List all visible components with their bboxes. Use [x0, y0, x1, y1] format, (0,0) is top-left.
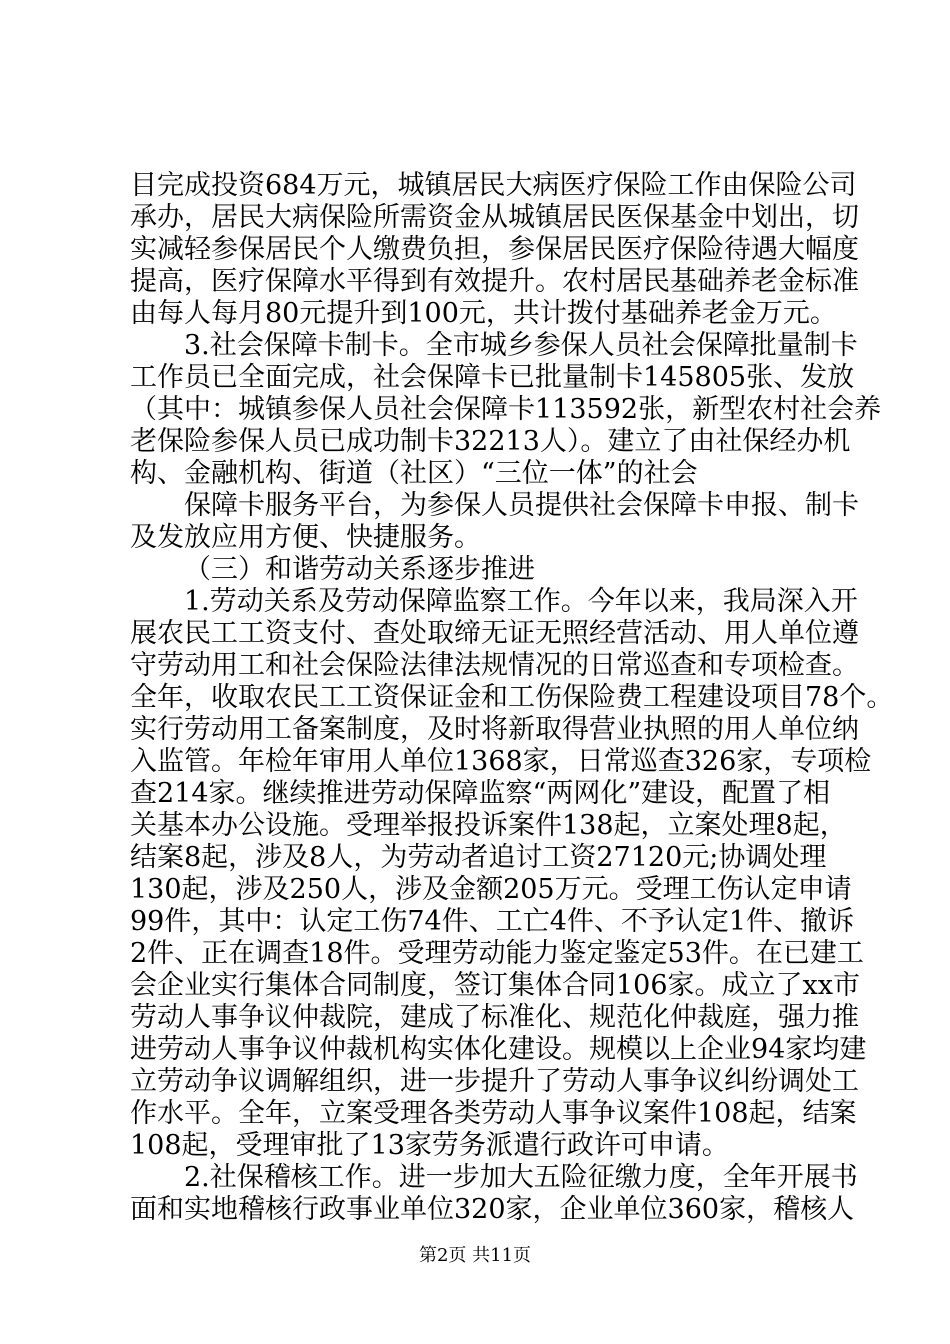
text-line: 3.社会保障卡制卡。全市城乡参保人员社会保障批量制卡 [184, 330, 858, 361]
text-line: 会企业实行集体合同制度，签订集体合同106家。成立了xx市 [130, 970, 860, 1001]
text-line: 及发放应用方便、快捷服务。 [130, 522, 481, 553]
text-line: 守劳动用工和社会保险法律法规情况的日常巡查和专项检查。 [130, 650, 859, 681]
text-line: 工作员已全面完成，社会保障卡已批量制卡145805张、发放 [130, 362, 855, 393]
text-line: 保障卡服务平台，为参保人员提供社会保障卡申报、制卡 [184, 490, 859, 521]
text-line: 关基本办公设施。受理举报投诉案件138起，立案处理8起， [130, 810, 847, 841]
text-line: 展农民工工资支付、查处取缔无证无照经营活动、用人单位遵 [130, 618, 859, 649]
text-line: 108起，受理审批了13家劳务派遣行政许可申请。 [130, 1130, 729, 1161]
text-line: 劳动人事争议仲裁院，建成了标准化、规范化仲裁庭，强力推 [130, 1002, 859, 1033]
text-line: 立劳动争议调解组织，进一步提升了劳动人事争议纠纷调处工 [130, 1066, 859, 1097]
text-line: 130起，涉及250人，涉及金额205万元。受理工伤认定申请 [130, 874, 852, 905]
text-line: 实减轻参保居民个人缴费负担，参保居民医疗保险待遇大幅度 [130, 234, 859, 265]
text-line: 进劳动人事争议仲裁机构实体化建设。规模以上企业94家均建 [130, 1034, 867, 1065]
text-line: 由每人每月80元提升到100元，共计拨付基础养老金万元。 [130, 298, 837, 329]
text-line: 目完成投资684万元，城镇居民大病医疗保险工作由保险公司 [130, 170, 857, 201]
text-line: 作水平。全年，立案受理各类劳动人事争议案件108起，结案 [130, 1098, 857, 1129]
text-line: 2件、正在调查18件。受理劳动能力鉴定鉴定53件。在已建工 [130, 938, 864, 969]
text-line: 面和实地稽核行政事业单位320家，企业单位360家，稽核人 [130, 1194, 855, 1225]
text-line: 老保险参保人员已成功制卡32213人）。建立了由社保经办机 [130, 426, 851, 457]
text-line: （三）和谐劳动关系逐步推进 [184, 554, 535, 585]
text-line: 查214家。继续推进劳动保障监察“两网化”建设，配置了相 [130, 778, 831, 809]
text-line: （其中：城镇参保人员社会保障卡113592张，新型农村社会养 [130, 394, 882, 425]
text-line: 实行劳动用工备案制度，及时将新取得营业执照的用人单位纳 [130, 714, 859, 745]
text-line: 2.社保稽核工作。进一步加大五险征缴力度，全年开展书 [184, 1162, 858, 1193]
text-line: 1.劳动关系及劳动保障监察工作。今年以来，我局深入开 [184, 586, 858, 617]
text-line: 全年，收取农民工工资保证金和工伤保险费工程建设项目78个。 [130, 682, 894, 713]
text-line: 构、金融机构、街道（社区）“三位一体”的社会 [130, 458, 698, 489]
page-footer: 第2页 共11页 [418, 1245, 532, 1266]
document-body [130, 170, 894, 1226]
text-line: 提高，医疗保障水平得到有效提升。农村居民基础养老金标准 [130, 266, 859, 297]
text-line: 入监管。年检年审用人单位1368家，日常巡查326家，专项检 [130, 746, 872, 777]
text-line: 结案8起，涉及8人，为劳动者追讨工资27120元;协调处理 [130, 842, 827, 873]
text-line: 承办，居民大病保险所需资金从城镇居民医保基金中划出，切 [130, 202, 859, 233]
text-line: 99件，其中：认定工伤74件、工亡4件、不予认定1件、撤诉 [130, 906, 855, 937]
